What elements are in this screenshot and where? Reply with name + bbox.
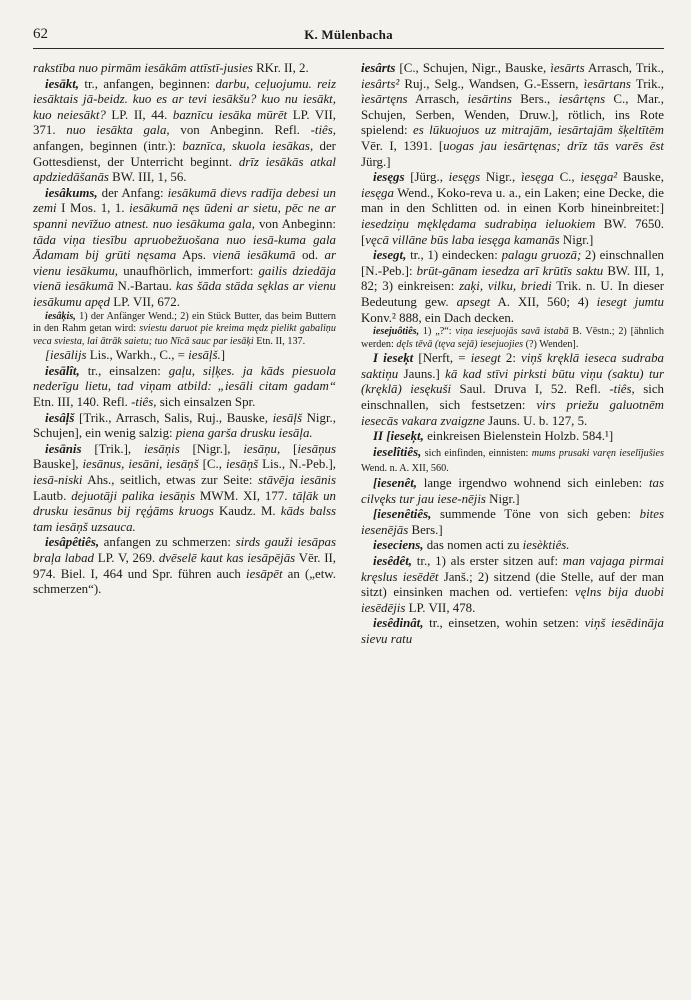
page-header xyxy=(33,26,664,52)
entry-text: -tiês, xyxy=(310,123,337,138)
entry-text: sirds gauži iesāpas braļa labad xyxy=(33,535,336,565)
entry-headword: iesālît, xyxy=(45,363,80,378)
entry-text: dęls tēvā (tęva sejā) iesejuojies xyxy=(396,338,524,350)
entry-text: [C., xyxy=(198,457,226,472)
entry-text: an („etw. schmerzen“). xyxy=(33,566,336,597)
entry-text: Bauske, xyxy=(617,170,664,185)
entry-headword: [iesenêtiês, xyxy=(373,507,432,522)
entry-text: A. XII, 560; 4) xyxy=(490,294,597,309)
entry-headword: iesêdêt, xyxy=(373,554,413,568)
entry-text: rakstība nuo pirmām iesākām attīstī-jusies xyxy=(33,61,253,75)
entry-text: 1) „?“: xyxy=(419,326,456,338)
entry-text: RKr. II, 2. xyxy=(252,61,309,75)
entry-text: Ahs., seitlich, etwas zur Seite: xyxy=(82,473,259,488)
entry-text: Ruj., Selg., Wandsen, G.-Essern, xyxy=(399,76,584,91)
entry-text: MWM. XI, 177. xyxy=(194,488,293,503)
entry-text: Nigr., Schujen], ein wenig salzig: xyxy=(33,410,336,441)
entry-text: iesegt xyxy=(470,351,501,366)
dictionary-entry xyxy=(33,442,336,536)
entry-text: 1) der Anfänger Wend.; 2) ein Stück Butter, das beim Buttern in den Rahm getan wird: xyxy=(33,310,336,335)
entry-text: iesāļš xyxy=(272,410,302,425)
entry-text: stāvēja iesānis xyxy=(258,473,336,488)
dictionary-entry xyxy=(361,351,664,429)
entry-text: bites iesenējās xyxy=(361,507,664,537)
entry-text: iesęga² xyxy=(580,170,618,185)
entry-text: iesegt jumtu xyxy=(596,294,664,309)
entry-text: iesākumā nęs ūdeni ar sietu, pēc ne ar spanni nevīžuo atnest. nuo iesākuma gala, xyxy=(33,201,336,231)
entry-text: Bers.] xyxy=(408,522,443,537)
dictionary-entry xyxy=(33,77,336,186)
entry-text: iesā-niski xyxy=(33,473,83,488)
entry-text: palagu gruozā; xyxy=(501,248,582,263)
entry-text: iesāļš. xyxy=(188,348,221,363)
entry-text: iesārtins xyxy=(467,92,512,107)
entry-text: ] xyxy=(220,348,226,363)
entry-text: piena garša drusku iesāļa. xyxy=(175,426,313,441)
entry-text: anfangen zu schmerzen: xyxy=(99,535,236,550)
entry-text: es lūkuojuos uz mitrajām, iesārtajām šķeltītēm xyxy=(412,123,664,138)
dictionary-entry xyxy=(33,61,336,77)
entry-text: [Nigr.], xyxy=(179,441,244,456)
entry-text: LP. VII, 672. xyxy=(109,294,180,309)
dictionary-entry xyxy=(33,186,336,311)
entry-text: [Trik., Arrasch, Salis, Ruj., Bauske, xyxy=(74,410,273,425)
entry-text: B. Vēstn.; 2) [ähnlich werden: xyxy=(361,326,664,350)
entry-text: Lis., N.-Peb.], xyxy=(258,457,337,472)
right-column xyxy=(361,61,664,648)
entry-text: Konv.² 888, ein Dach decken. xyxy=(361,310,515,325)
entry-text: sich einschnallen, sich festsetzen: xyxy=(361,382,664,413)
entry-text: LP. VII, 478. xyxy=(405,600,476,615)
entry-text: dejuotāji palika iesāņis xyxy=(71,488,195,503)
entry-text: 2) einschnallen [N.-Peb.]: xyxy=(361,248,664,278)
page-number: 62 xyxy=(33,26,48,42)
dictionary-entry xyxy=(33,411,336,442)
dictionary-entry xyxy=(33,348,336,364)
entry-text: summende Töne von sich geben: xyxy=(431,507,640,522)
entry-text: iesèktiês. xyxy=(522,538,570,553)
entry-text: baznīca, skuola iesākas, xyxy=(182,138,314,153)
header-rule xyxy=(33,48,664,49)
entry-text: brūt-gānam iesedza arī krūtīs saktu xyxy=(416,263,604,278)
entry-text: gailis dziedāja vienā iesākumā xyxy=(33,263,336,294)
entry-text: iesedziņu męklędama sudrabiņa ieluokiem xyxy=(361,216,596,231)
entry-text: od. xyxy=(295,248,325,263)
entry-text: [Jürg., xyxy=(404,170,449,185)
dictionary-entry xyxy=(33,535,336,597)
entry-text: iesāņu, xyxy=(243,441,281,456)
entry-text: Etn. III, 140. Refl. xyxy=(33,395,132,410)
entry-text: iesāņis xyxy=(143,441,180,456)
entry-text: dvēselē kaut kas iesāpējās xyxy=(158,551,296,565)
entry-headword: iesānis xyxy=(45,441,82,456)
entry-text: tr., anfangen, beginnen: xyxy=(79,76,216,91)
running-head: K. Mülenbacha xyxy=(304,27,393,42)
entry-text: tr., einsalzen: xyxy=(79,363,169,378)
entry-text: sviestu daruot pie kreima mędz pielikt gabaliņu veca sviesta, lai ātrāk saietu; tuo Nīcā sauc par iesāķi xyxy=(33,323,336,347)
entry-text: von Anbeginn: xyxy=(254,216,337,231)
entry-text: C., xyxy=(553,170,581,185)
entry-text: -tiês, xyxy=(609,382,635,397)
entry-headword: iesârts xyxy=(361,61,396,75)
dictionary-entry xyxy=(361,507,664,538)
entry-text: virs priežu galuotnēm iesecās vakara zvaigzne xyxy=(361,398,664,428)
dictionary-entry xyxy=(33,364,336,411)
dictionary-entry xyxy=(361,170,664,248)
entry-text: ar vienu iesākumu, xyxy=(33,248,337,278)
entry-headword: iesākt, xyxy=(45,76,80,91)
entry-text: [ xyxy=(280,441,298,456)
entry-text: C., Mar., Schujen, Serben, Wenden, Druw.], rötlich, ins Rote spielend: xyxy=(361,92,664,138)
dictionary-entry xyxy=(361,445,664,476)
dictionary-entry xyxy=(361,538,664,554)
entry-text: I Mos. 1, 1. xyxy=(56,201,130,216)
entry-text: darbu, ceļuojumu. reiz iesāktais jā-beidz. kuo es ar tevi iesākšu? kuo nu iesākt, kuo neiesākt? xyxy=(33,76,336,122)
entry-text: [iesālijs xyxy=(45,348,87,363)
entry-text: Bers., xyxy=(511,92,559,107)
entry-text: N.-Bartau. xyxy=(113,279,176,294)
entry-headword: iesâpêtiês, xyxy=(45,535,100,550)
left-column xyxy=(33,61,336,648)
entry-text: sich einsalzen Spr. xyxy=(156,395,256,410)
entry-text: tr., 1) als erster sitzen auf: xyxy=(412,554,563,568)
entry-text: iesāpēt xyxy=(246,566,283,581)
entry-text: vęlns bija duobi iesēdējis xyxy=(361,585,664,615)
entry-headword: iesâkums, xyxy=(45,185,98,200)
entry-text: Wend. n. A. XII, 560. xyxy=(361,463,449,475)
entry-text: tāda viņa tiesību apruobežuošana nuo iesā-kuma gala Ādamam bij grūti nęsama xyxy=(33,232,336,263)
entry-text: [Trik.], xyxy=(81,441,144,456)
dictionary-entry xyxy=(361,554,664,616)
entry-text: BW. 7650. [ xyxy=(361,216,664,247)
entry-headword: iesegt, xyxy=(373,248,407,263)
entry-text: vienā iesākumā xyxy=(212,248,296,263)
entry-text: einkreisen Bielenstein Holzb. 584.¹] xyxy=(423,429,614,444)
entry-text: Etn. II, 137. xyxy=(253,335,306,347)
entry-text: iesāņus xyxy=(297,441,336,456)
entry-text: Jauns. U. b. 127, 5. xyxy=(484,413,588,428)
entry-text: BW. III, 1, 82; 3) einkreisen: xyxy=(361,263,664,294)
entry-text: [C., Schujen, Nigr., Bauske, xyxy=(395,61,551,75)
entry-text: anfangen, beginnen (intr.): xyxy=(33,138,183,153)
columns xyxy=(33,61,664,648)
entry-text: Vēr. I, 1391. [ xyxy=(361,138,444,153)
entry-text: iesęgs xyxy=(448,170,481,185)
entry-headword: iesâķis, xyxy=(45,310,76,322)
dictionary-entry xyxy=(361,476,664,507)
entry-text: tas cilvęks tur jau iese-nējis xyxy=(361,476,664,506)
entry-text: ìesārtans xyxy=(583,76,631,91)
entry-headword: iesęgs xyxy=(373,170,405,185)
entry-text: iesârtęns xyxy=(558,92,606,107)
entry-text: iesęga xyxy=(361,185,394,200)
entry-text: ìesęga xyxy=(520,170,554,185)
entry-text: das nomen acti zu xyxy=(423,538,523,553)
entry-text: (?) Wenden]. xyxy=(523,338,579,350)
entry-text: mums prusaki varęn ieselījušies xyxy=(531,447,664,459)
dictionary-entry xyxy=(361,61,664,170)
entry-headword: ieseciens, xyxy=(373,538,424,553)
entry-text: 2: xyxy=(500,351,522,366)
entry-text: iesānus, iesāni, iesāņš xyxy=(82,457,199,472)
entry-text: LP. VII, 371. xyxy=(33,107,336,138)
entry-text: Janš.; 2) sitzend (die Stelle, auf der man sitzt) einsinken machen od. vertiefen: xyxy=(361,569,664,600)
entry-headword: I ieseķt xyxy=(373,351,414,366)
entry-headword: iesâļš xyxy=(45,410,75,425)
entry-text: Arrasch, xyxy=(407,92,468,107)
entry-text: Aps. xyxy=(176,248,213,263)
entry-text: Wend., Koko-reva u. a., ein Laken; eine Decke, die man in den Schlitten od. in einen Korb hineinbreitet:] xyxy=(361,185,664,216)
entry-text: tr., 1) eindecken: xyxy=(406,248,502,263)
entry-text: uogas jau iesārtęnas; drīz tās varēs ēst xyxy=(443,138,664,153)
entry-headword: [iesenêt, xyxy=(373,476,418,491)
entry-text: Lis., Warkh., C., = xyxy=(86,348,189,363)
entry-text: nuo iesākta gala, xyxy=(66,123,170,138)
entry-text: Nigr.] xyxy=(485,491,520,506)
entry-text: viņš kręklā ieseca sudraba saktiņu xyxy=(361,351,665,381)
entry-text: vęcā villāne būs laba iesęga kamanās xyxy=(365,232,560,247)
entry-text: lange irgendwo wohnend sich einleben: xyxy=(417,476,649,491)
entry-text: -tiês, xyxy=(131,395,157,410)
entry-text: Jauns.] xyxy=(398,366,446,381)
entry-text: Lautb. xyxy=(33,488,72,503)
entry-text: tr., einsetzen, wohin setzen: xyxy=(423,616,585,631)
entry-text: baznīcu iesāka mūrēt xyxy=(172,107,288,122)
dictionary-entry xyxy=(361,248,664,326)
entry-text: zaķi, vilku, briedi xyxy=(459,279,552,294)
entry-text: kā kad stīvi pirksti būtu viņu (saktu) tur (kręklā) iesękuši xyxy=(361,366,664,397)
entry-text: apsegt xyxy=(456,294,491,309)
entry-text: kāds balss tam iesāņš uzsauca. xyxy=(33,504,337,534)
entry-text: iesāņš xyxy=(225,457,259,472)
dictionary-entry xyxy=(361,326,664,351)
entry-text: von Anbeginn. Refl. xyxy=(169,123,311,138)
entry-text: Kaudz. M. xyxy=(213,504,281,519)
entry-text: BW. III, 1, 56. xyxy=(108,170,187,185)
entry-text: Trik., xyxy=(630,76,664,91)
dictionary-entry xyxy=(361,429,664,445)
entry-headword: iesêdinât, xyxy=(373,616,424,631)
entry-text: man vajaga pirmai kręslus iesēdēt xyxy=(361,554,664,584)
entry-text: der Gottesdienst, der Unterricht beginnt. xyxy=(33,138,336,169)
entry-text: Arrasch, Trik., xyxy=(584,61,664,75)
entry-text: [Nerft, = xyxy=(413,351,471,366)
dictionary-entry xyxy=(361,616,664,647)
dictionary-entry xyxy=(33,311,336,349)
entry-text: gaļu, siļķes. ja kāds piesuola nederīgu lietu, tad viņam atbild: „iesāli citam gadam“ xyxy=(33,363,336,394)
entry-headword: II [ieseķt, xyxy=(373,429,424,444)
entry-text: sich einfinden, einnisten: xyxy=(421,447,532,459)
entry-text: viņš iesēdināja sievu ratu xyxy=(361,616,664,646)
entry-text: ìesārts xyxy=(550,61,585,75)
entry-headword: ieselîtiês, xyxy=(373,444,422,459)
entry-text: kas šāda stāda sęklas ar vienu iesākumu apęd xyxy=(33,279,337,309)
entry-text: Nigr., xyxy=(480,170,521,185)
entry-text: Saul. Druva I, 52. Refl. xyxy=(451,382,610,397)
entry-text: Jürg.] xyxy=(361,154,391,169)
entry-text: Trik. n. U. In dieser Bedeutung gew. xyxy=(361,279,665,309)
entry-text: viņa iesejuojās savā istabā xyxy=(455,326,569,338)
entry-text: iesârts² xyxy=(361,76,400,91)
entry-headword: iesejuôtiês, xyxy=(373,326,420,338)
entry-text: unaufhörlich, immerfort: xyxy=(118,263,259,278)
entry-text: iesākumā dievs radīja debesi un zemi xyxy=(33,185,336,216)
entry-text: drīz iesākās atkal apdziedāšanās xyxy=(33,154,336,185)
entry-text: Nigr.] xyxy=(559,232,594,247)
entry-text: Bauske], xyxy=(33,457,83,472)
entry-text: tāļāk un drusku iesānus bij ręģāms kruogs xyxy=(33,488,337,519)
entry-text: LP. V, 269. xyxy=(94,551,159,565)
entry-text: Vēr. II, 974. Biel. I, 464 und Spr. führen auch xyxy=(33,551,337,581)
entry-text: der Anfang: xyxy=(97,185,168,200)
entry-text: LP. II, 44. xyxy=(105,107,173,122)
entry-text: ìesārtęns xyxy=(361,92,408,107)
